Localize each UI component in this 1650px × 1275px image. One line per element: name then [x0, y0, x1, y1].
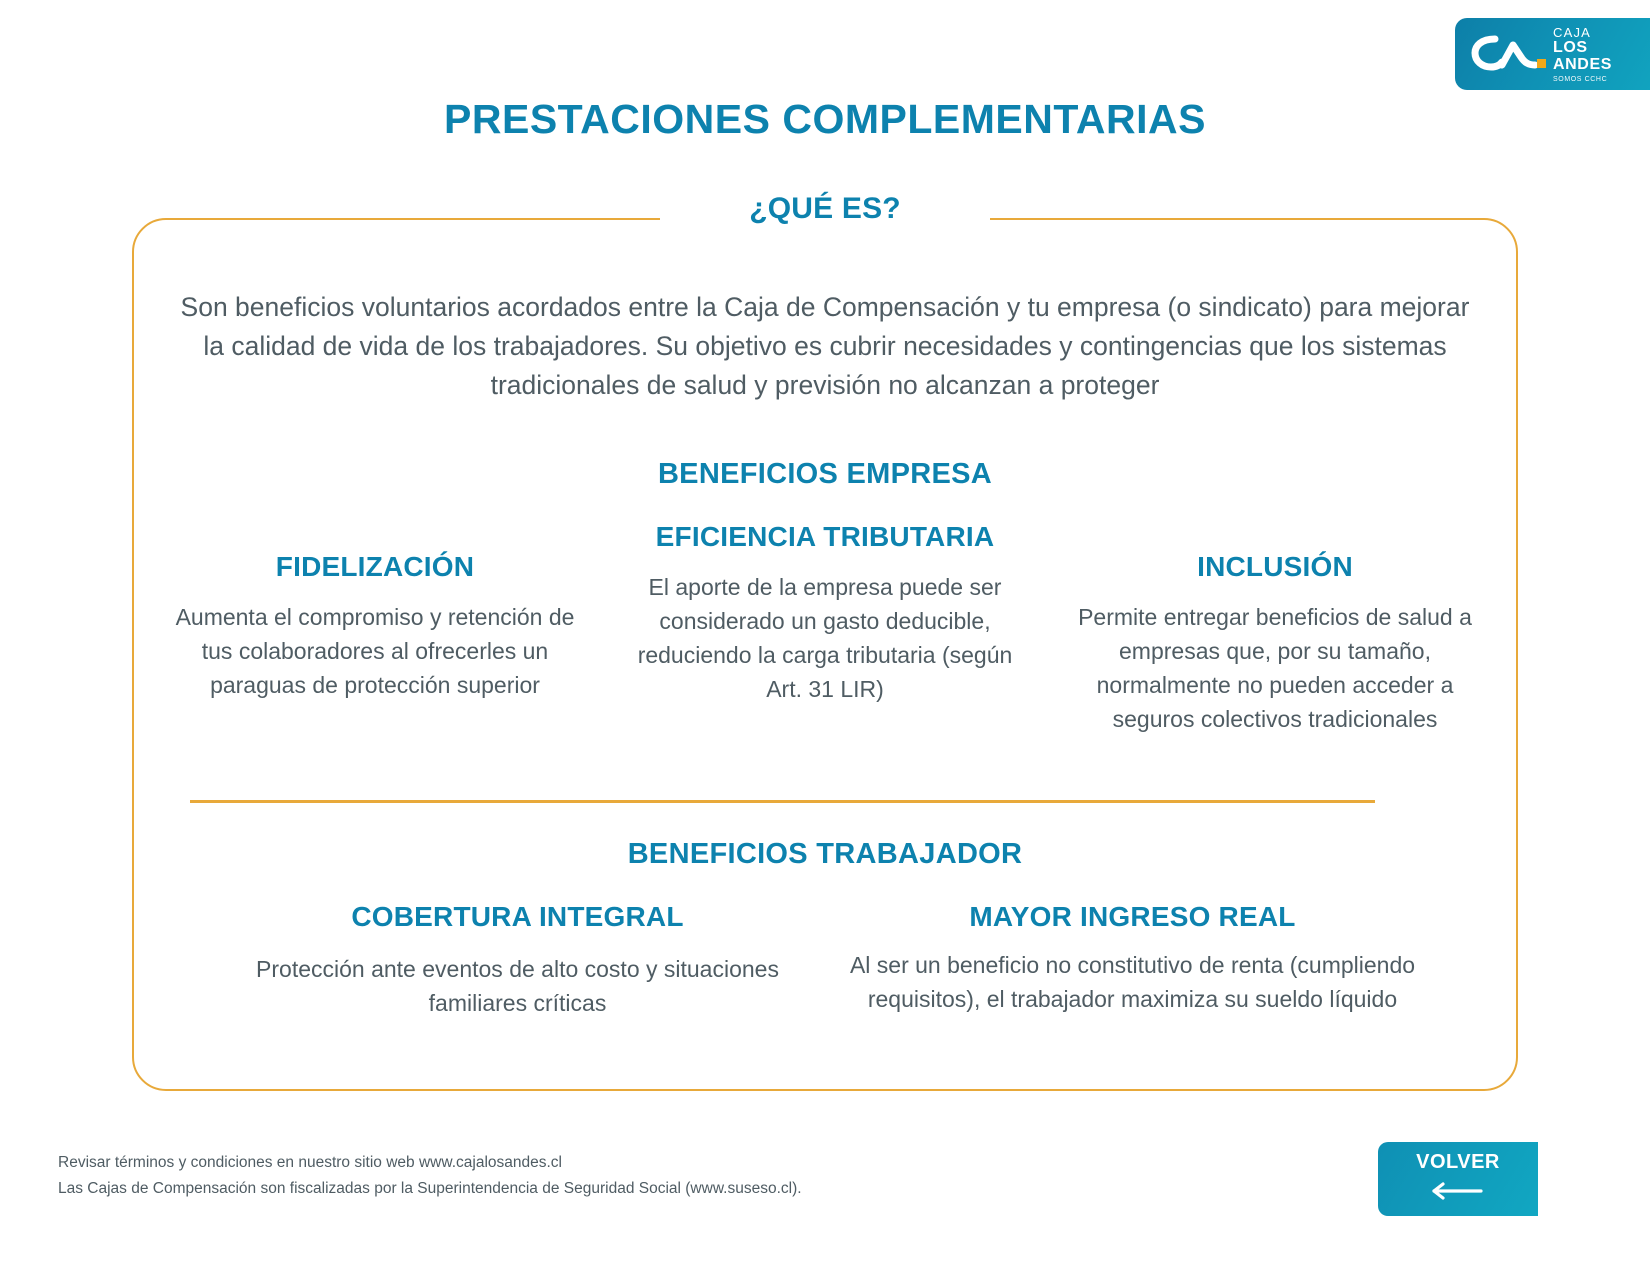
benefit-body-fidelizacion: Aumenta el compromiso y retención de tus colaboradores al ofrecerles un paraguas de protección superior: [175, 604, 575, 698]
benefit-columns-trabajador: [210, 900, 1440, 1020]
brand-logo-line-2: LOS: [1553, 38, 1588, 56]
brand-logo-line-3: ANDES: [1553, 55, 1613, 73]
arrow-left-icon: [1429, 1180, 1487, 1207]
benefit-body-inclusion: Permite entregar beneficios de salud a empresas que, por su tamaño, normalmente no pueden acceder a seguros colectivos tradicionales: [1078, 604, 1472, 732]
benefit-title-cobertura-integral: COBERTURA INTEGRAL: [351, 901, 684, 932]
footer-disclaimer-line-1: Revisar términos y condiciones en nuestro sitio web www.cajalosandes.cl: [58, 1154, 562, 1171]
benefit-card-inclusion: [1050, 520, 1500, 736]
benefit-body-eficiencia-tributaria: El aporte de la empresa puede ser considerado un gasto deducible, reduciendo la carga tributaria (según Art. 31 LIR): [637, 574, 1013, 702]
benefit-title-inclusion: INCLUSIÓN: [1197, 551, 1353, 582]
benefit-title-mayor-ingreso-real: MAYOR INGRESO REAL: [969, 901, 1296, 932]
group-heading-empresa: BENEFICIOS EMPRESA: [657, 458, 993, 490]
back-button-label: VOLVER: [1416, 1151, 1500, 1173]
footer-disclaimer: [58, 1150, 802, 1202]
benefit-title-eficiencia-tributaria: EFICIENCIA TRIBUTARIA: [655, 521, 995, 552]
footer-disclaimer-line-2: Las Cajas de Compensación son fiscalizadas por la Superintendencia de Seguridad Social (www.suseso.cl).: [58, 1180, 802, 1197]
brand-logo-tagline: SOMOS CCHC: [1553, 75, 1608, 83]
page-title: PRESTACIONES COMPLEMENTARIAS: [444, 96, 1206, 142]
brand-logo-line-1: CAJA: [1553, 24, 1592, 40]
back-button[interactable]: [1378, 1142, 1538, 1216]
brand-logo: [1455, 18, 1650, 90]
intro-paragraph: Son beneficios voluntarios acordados entre la Caja de Compensación y tu empresa (o sindicato) para mejorar la calidad de vida de los trabajadores. Su objetivo es cubrir necesidades y contingencias que los sistemas tradicionales de salud y previsión no alcanzan a proteger: [180, 292, 1470, 400]
benefit-body-cobertura-integral: Protección ante eventos de alto costo y situaciones familiares críticas: [256, 956, 779, 1016]
section-divider: [190, 800, 1375, 803]
section-label-que-es: ¿QUÉ ES?: [749, 192, 901, 225]
group-heading-trabajador: BENEFICIOS TRABAJADOR: [627, 838, 1023, 870]
benefit-card-eficiencia-tributaria: [600, 520, 1050, 736]
benefit-body-mayor-ingreso-real: Al ser un beneficio no constitutivo de renta (cumpliendo requisitos), el trabajador maximiza su sueldo líquido: [849, 952, 1416, 1012]
brand-logo-wordmark: [1553, 26, 1612, 83]
benefit-title-fidelizacion: FIDELIZACIÓN: [275, 551, 475, 582]
benefit-columns-empresa: [150, 520, 1500, 736]
caja-los-andes-logomark-icon: [1469, 31, 1547, 77]
benefit-card-fidelizacion: [150, 520, 600, 736]
benefit-card-cobertura-integral: [210, 900, 825, 1020]
benefit-card-mayor-ingreso-real: [825, 900, 1440, 1020]
